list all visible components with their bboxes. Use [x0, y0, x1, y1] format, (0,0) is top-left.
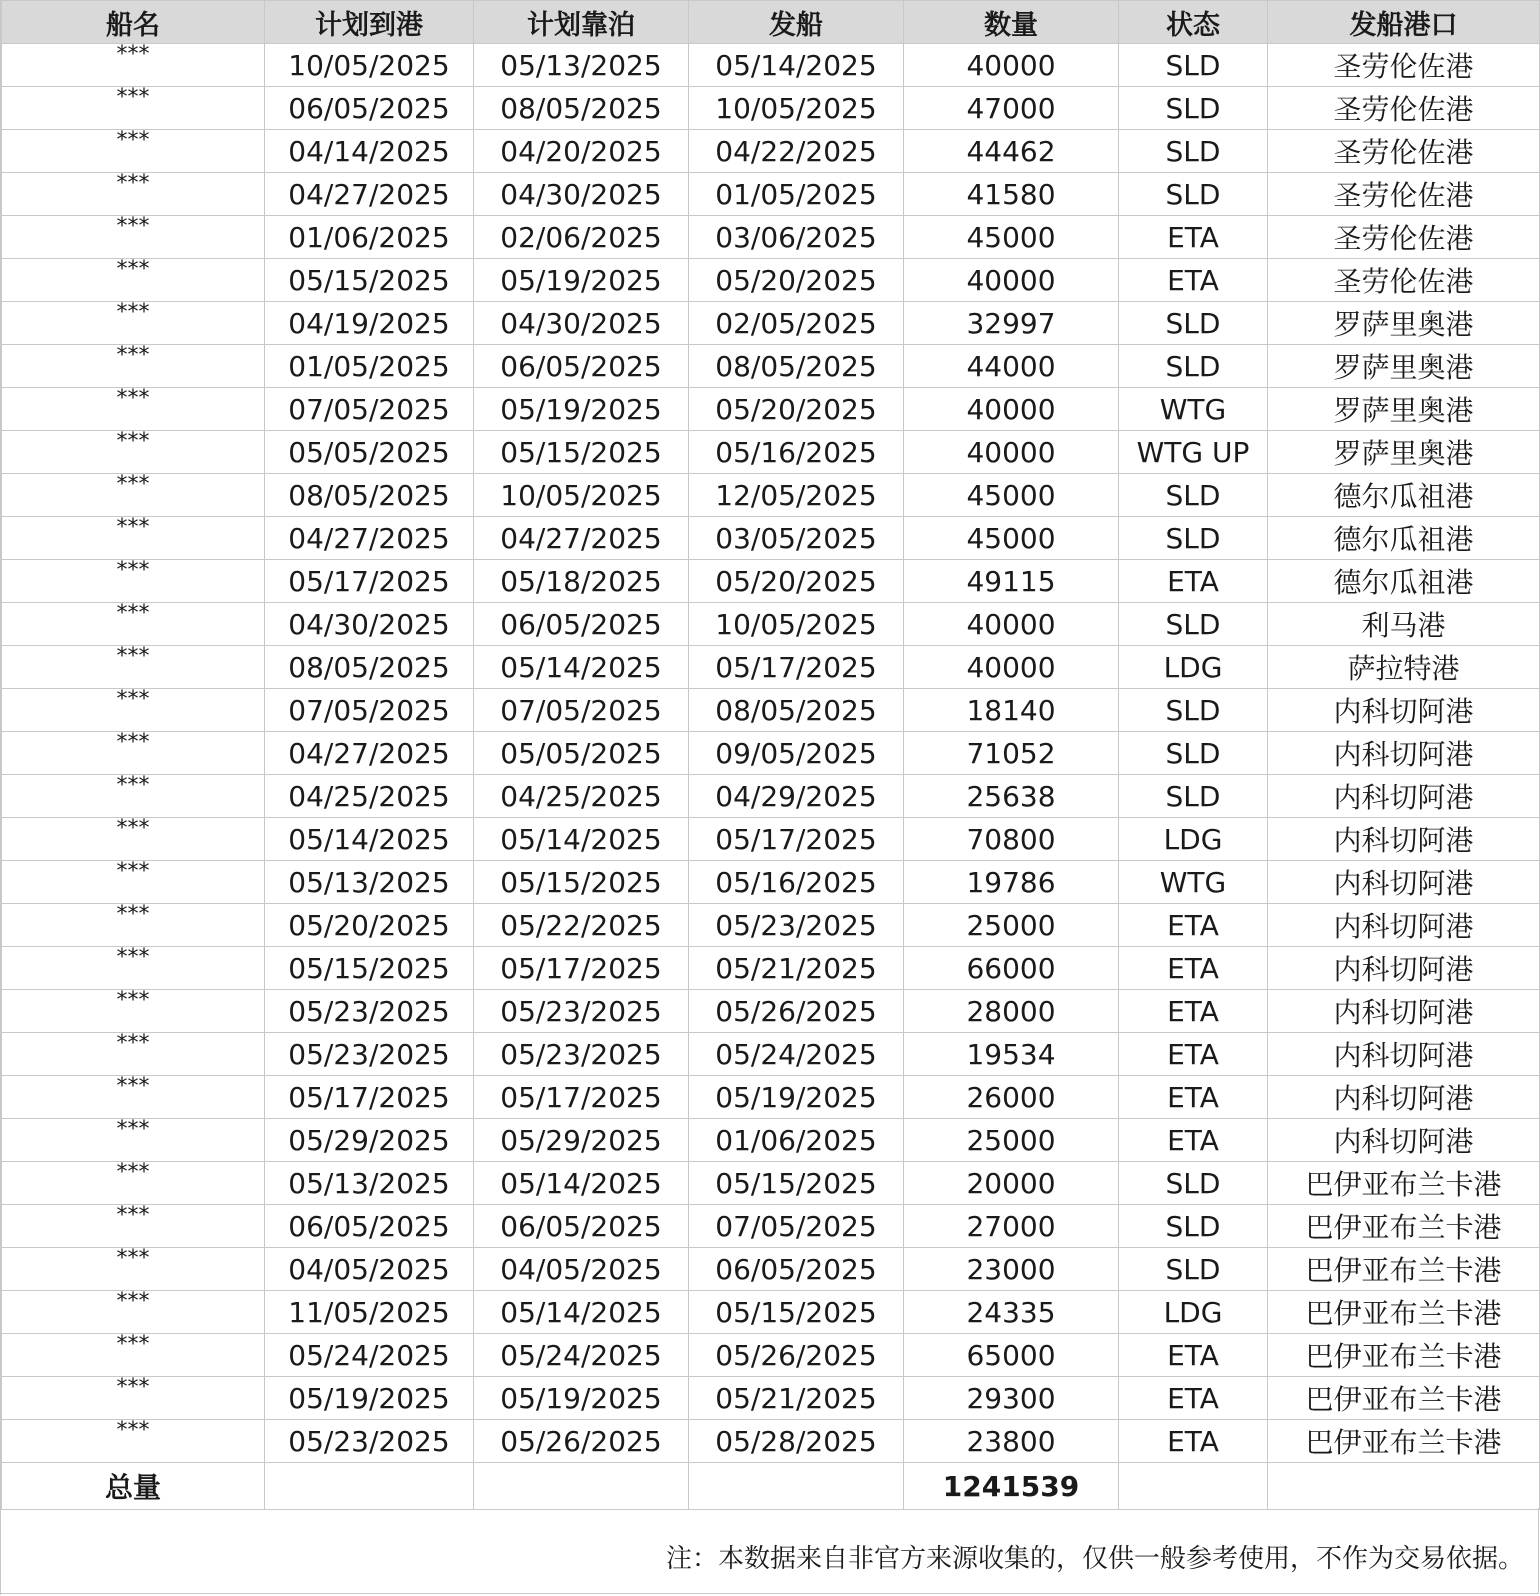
- table-row: [2, 87, 1540, 130]
- quantity-cell: 25000: [904, 1119, 1119, 1162]
- sailing-date-cell: 05/21/2025: [689, 947, 904, 990]
- quantity-cell: 44000: [904, 345, 1119, 388]
- table-row: [2, 1033, 1540, 1076]
- ship-name-cell: ***: [2, 775, 265, 818]
- header-status: 状态: [1119, 1, 1268, 44]
- ship-name-cell: ***: [2, 818, 265, 861]
- quantity-cell: 71052: [904, 732, 1119, 775]
- planned-berthing-cell: 06/05/2025: [474, 603, 689, 646]
- quantity-cell: 23000: [904, 1248, 1119, 1291]
- planned-arrival-cell: 01/05/2025: [265, 345, 474, 388]
- sailing-date-cell: 05/17/2025: [689, 646, 904, 689]
- status-cell: ETA: [1119, 1076, 1268, 1119]
- status-cell: ETA: [1119, 1420, 1268, 1463]
- quantity-cell: 27000: [904, 1205, 1119, 1248]
- departure-port-cell: 内科切阿港: [1268, 904, 1540, 947]
- sailing-date-cell: 05/26/2025: [689, 990, 904, 1033]
- header-sailing: 发船: [689, 1, 904, 44]
- ship-name-cell: ***: [2, 1119, 265, 1162]
- status-cell: SLD: [1119, 474, 1268, 517]
- header-planned-berthing: 计划靠泊: [474, 1, 689, 44]
- table-row: [2, 732, 1540, 775]
- departure-port-cell: 圣劳伦佐港: [1268, 259, 1540, 302]
- quantity-cell: 65000: [904, 1334, 1119, 1377]
- table-row: [2, 173, 1540, 216]
- planned-arrival-cell: 10/05/2025: [265, 44, 474, 87]
- ship-name-cell: ***: [2, 1420, 265, 1463]
- departure-port-cell: 内科切阿港: [1268, 1076, 1540, 1119]
- ship-name-cell: ***: [2, 1377, 265, 1420]
- planned-berthing-cell: 05/18/2025: [474, 560, 689, 603]
- planned-berthing-cell: 05/29/2025: [474, 1119, 689, 1162]
- ship-name-cell: ***: [2, 345, 265, 388]
- total-row: [2, 1463, 1540, 1510]
- departure-port-cell: 内科切阿港: [1268, 1033, 1540, 1076]
- sailing-date-cell: 01/06/2025: [689, 1119, 904, 1162]
- planned-berthing-cell: 05/05/2025: [474, 732, 689, 775]
- status-cell: LDG: [1119, 646, 1268, 689]
- quantity-cell: 19786: [904, 861, 1119, 904]
- sailing-date-cell: 05/15/2025: [689, 1291, 904, 1334]
- departure-port-cell: 巴伊亚布兰卡港: [1268, 1162, 1540, 1205]
- table-row: [2, 259, 1540, 302]
- planned-arrival-cell: 01/06/2025: [265, 216, 474, 259]
- planned-berthing-cell: 04/30/2025: [474, 302, 689, 345]
- planned-arrival-cell: 05/05/2025: [265, 431, 474, 474]
- departure-port-cell: 巴伊亚布兰卡港: [1268, 1377, 1540, 1420]
- planned-arrival-cell: 04/30/2025: [265, 603, 474, 646]
- planned-arrival-cell: 05/20/2025: [265, 904, 474, 947]
- status-cell: SLD: [1119, 775, 1268, 818]
- status-cell: SLD: [1119, 87, 1268, 130]
- planned-arrival-cell: 08/05/2025: [265, 646, 474, 689]
- departure-port-cell: 巴伊亚布兰卡港: [1268, 1291, 1540, 1334]
- total-value: 1241539: [904, 1463, 1119, 1510]
- departure-port-cell: 内科切阿港: [1268, 947, 1540, 990]
- sailing-date-cell: 05/20/2025: [689, 388, 904, 431]
- status-cell: SLD: [1119, 1162, 1268, 1205]
- sailing-date-cell: 08/05/2025: [689, 345, 904, 388]
- table-row: [2, 1119, 1540, 1162]
- header-departure-port: 发船港口: [1268, 1, 1540, 44]
- planned-arrival-cell: 05/15/2025: [265, 947, 474, 990]
- departure-port-cell: 圣劳伦佐港: [1268, 216, 1540, 259]
- header-planned-arrival: 计划到港: [265, 1, 474, 44]
- planned-arrival-cell: 05/24/2025: [265, 1334, 474, 1377]
- sailing-date-cell: 09/05/2025: [689, 732, 904, 775]
- sailing-date-cell: 03/06/2025: [689, 216, 904, 259]
- planned-arrival-cell: 05/17/2025: [265, 1076, 474, 1119]
- sailing-date-cell: 10/05/2025: [689, 603, 904, 646]
- planned-berthing-cell: 10/05/2025: [474, 474, 689, 517]
- sailing-date-cell: 05/15/2025: [689, 1162, 904, 1205]
- table-row: [2, 646, 1540, 689]
- table-row: [2, 689, 1540, 732]
- ship-name-cell: ***: [2, 388, 265, 431]
- status-cell: SLD: [1119, 345, 1268, 388]
- planned-arrival-cell: 05/14/2025: [265, 818, 474, 861]
- table-row: [2, 775, 1540, 818]
- ship-name-cell: ***: [2, 259, 265, 302]
- departure-port-cell: 内科切阿港: [1268, 689, 1540, 732]
- departure-port-cell: 内科切阿港: [1268, 775, 1540, 818]
- table-row: [2, 947, 1540, 990]
- ship-name-cell: ***: [2, 689, 265, 732]
- sailing-date-cell: 03/05/2025: [689, 517, 904, 560]
- ship-name-cell: ***: [2, 990, 265, 1033]
- ship-name-cell: ***: [2, 44, 265, 87]
- sailing-date-cell: 08/05/2025: [689, 689, 904, 732]
- quantity-cell: 40000: [904, 603, 1119, 646]
- quantity-cell: 44462: [904, 130, 1119, 173]
- quantity-cell: 32997: [904, 302, 1119, 345]
- status-cell: ETA: [1119, 1033, 1268, 1076]
- planned-berthing-cell: 04/20/2025: [474, 130, 689, 173]
- total-empty-cell: [689, 1463, 904, 1510]
- departure-port-cell: 罗萨里奥港: [1268, 345, 1540, 388]
- ship-name-cell: ***: [2, 173, 265, 216]
- quantity-cell: 66000: [904, 947, 1119, 990]
- sailing-date-cell: 05/14/2025: [689, 44, 904, 87]
- planned-arrival-cell: 05/13/2025: [265, 861, 474, 904]
- departure-port-cell: 巴伊亚布兰卡港: [1268, 1248, 1540, 1291]
- table-row: [2, 431, 1540, 474]
- total-label: 总量: [2, 1463, 265, 1510]
- table-row: [2, 904, 1540, 947]
- table-row: [2, 1162, 1540, 1205]
- ship-name-cell: ***: [2, 1334, 265, 1377]
- sailing-date-cell: 12/05/2025: [689, 474, 904, 517]
- departure-port-cell: 巴伊亚布兰卡港: [1268, 1334, 1540, 1377]
- ship-name-cell: ***: [2, 1033, 265, 1076]
- departure-port-cell: 内科切阿港: [1268, 990, 1540, 1033]
- planned-berthing-cell: 02/06/2025: [474, 216, 689, 259]
- planned-berthing-cell: 04/30/2025: [474, 173, 689, 216]
- departure-port-cell: 内科切阿港: [1268, 732, 1540, 775]
- table-row: [2, 130, 1540, 173]
- status-cell: ETA: [1119, 216, 1268, 259]
- status-cell: ETA: [1119, 560, 1268, 603]
- planned-berthing-cell: 06/05/2025: [474, 345, 689, 388]
- departure-port-cell: 罗萨里奥港: [1268, 388, 1540, 431]
- departure-port-cell: 萨拉特港: [1268, 646, 1540, 689]
- table-row: [2, 1205, 1540, 1248]
- planned-berthing-cell: 05/15/2025: [474, 431, 689, 474]
- ship-name-cell: ***: [2, 732, 265, 775]
- table-row: [2, 1377, 1540, 1420]
- ship-name-cell: ***: [2, 1248, 265, 1291]
- sailing-date-cell: 05/17/2025: [689, 818, 904, 861]
- planned-arrival-cell: 05/23/2025: [265, 990, 474, 1033]
- planned-arrival-cell: 07/05/2025: [265, 689, 474, 732]
- planned-berthing-cell: 05/23/2025: [474, 1033, 689, 1076]
- departure-port-cell: 德尔瓜祖港: [1268, 560, 1540, 603]
- status-cell: SLD: [1119, 1248, 1268, 1291]
- table-row: [2, 474, 1540, 517]
- total-empty-cell: [1119, 1463, 1268, 1510]
- departure-port-cell: 内科切阿港: [1268, 818, 1540, 861]
- quantity-cell: 45000: [904, 517, 1119, 560]
- total-empty-cell: [265, 1463, 474, 1510]
- planned-berthing-cell: 05/13/2025: [474, 44, 689, 87]
- planned-berthing-cell: 05/24/2025: [474, 1334, 689, 1377]
- quantity-cell: 49115: [904, 560, 1119, 603]
- planned-berthing-cell: 04/27/2025: [474, 517, 689, 560]
- ship-name-cell: ***: [2, 431, 265, 474]
- quantity-cell: 28000: [904, 990, 1119, 1033]
- planned-berthing-cell: 05/17/2025: [474, 1076, 689, 1119]
- departure-port-cell: 罗萨里奥港: [1268, 302, 1540, 345]
- status-cell: SLD: [1119, 173, 1268, 216]
- planned-berthing-cell: 04/05/2025: [474, 1248, 689, 1291]
- status-cell: ETA: [1119, 1119, 1268, 1162]
- table-row: [2, 861, 1540, 904]
- status-cell: ETA: [1119, 990, 1268, 1033]
- planned-arrival-cell: 04/27/2025: [265, 517, 474, 560]
- sailing-date-cell: 05/19/2025: [689, 1076, 904, 1119]
- status-cell: SLD: [1119, 689, 1268, 732]
- sailing-date-cell: 05/16/2025: [689, 431, 904, 474]
- sailing-date-cell: 01/05/2025: [689, 173, 904, 216]
- sailing-date-cell: 05/21/2025: [689, 1377, 904, 1420]
- sailing-date-cell: 05/26/2025: [689, 1334, 904, 1377]
- status-cell: ETA: [1119, 1377, 1268, 1420]
- status-cell: SLD: [1119, 44, 1268, 87]
- planned-arrival-cell: 04/19/2025: [265, 302, 474, 345]
- departure-port-cell: 德尔瓜祖港: [1268, 474, 1540, 517]
- table-row: [2, 1291, 1540, 1334]
- sailing-date-cell: 05/16/2025: [689, 861, 904, 904]
- table-row: [2, 44, 1540, 87]
- planned-berthing-cell: 05/19/2025: [474, 259, 689, 302]
- ship-name-cell: ***: [2, 1291, 265, 1334]
- departure-port-cell: 圣劳伦佐港: [1268, 44, 1540, 87]
- planned-berthing-cell: 06/05/2025: [474, 1205, 689, 1248]
- ship-name-cell: ***: [2, 861, 265, 904]
- departure-port-cell: 内科切阿港: [1268, 1119, 1540, 1162]
- ship-name-cell: ***: [2, 302, 265, 345]
- quantity-cell: 20000: [904, 1162, 1119, 1205]
- planned-berthing-cell: 04/25/2025: [474, 775, 689, 818]
- total-empty-cell: [1268, 1463, 1540, 1510]
- departure-port-cell: 巴伊亚布兰卡港: [1268, 1205, 1540, 1248]
- sailing-date-cell: 05/28/2025: [689, 1420, 904, 1463]
- table-row: [2, 302, 1540, 345]
- ship-name-cell: ***: [2, 603, 265, 646]
- ship-name-cell: ***: [2, 517, 265, 560]
- planned-arrival-cell: 05/23/2025: [265, 1420, 474, 1463]
- table-row: [2, 1248, 1540, 1291]
- disclaimer-text: 注：本数据来自非官方来源收集的，仅供一般参考使用，不作为交易依据。: [665, 1544, 1524, 1574]
- table-row: [2, 517, 1540, 560]
- planned-arrival-cell: 05/19/2025: [265, 1377, 474, 1420]
- header-row: [2, 1, 1540, 44]
- ship-name-cell: ***: [2, 130, 265, 173]
- departure-port-cell: 圣劳伦佐港: [1268, 173, 1540, 216]
- departure-port-cell: 巴伊亚布兰卡港: [1268, 1420, 1540, 1463]
- quantity-cell: 45000: [904, 216, 1119, 259]
- status-cell: ETA: [1119, 259, 1268, 302]
- planned-arrival-cell: 05/13/2025: [265, 1162, 474, 1205]
- ship-name-cell: ***: [2, 474, 265, 517]
- planned-arrival-cell: 08/05/2025: [265, 474, 474, 517]
- planned-berthing-cell: 05/19/2025: [474, 1377, 689, 1420]
- quantity-cell: 40000: [904, 431, 1119, 474]
- planned-arrival-cell: 04/05/2025: [265, 1248, 474, 1291]
- table-row: [2, 388, 1540, 431]
- quantity-cell: 45000: [904, 474, 1119, 517]
- planned-arrival-cell: 06/05/2025: [265, 87, 474, 130]
- table-row: [2, 990, 1540, 1033]
- status-cell: ETA: [1119, 1334, 1268, 1377]
- planned-arrival-cell: 04/27/2025: [265, 732, 474, 775]
- planned-arrival-cell: 05/29/2025: [265, 1119, 474, 1162]
- planned-berthing-cell: 08/05/2025: [474, 87, 689, 130]
- disclaimer-note: [1, 1508, 1539, 1594]
- table-row: [2, 216, 1540, 259]
- planned-berthing-cell: 05/15/2025: [474, 861, 689, 904]
- status-cell: SLD: [1119, 302, 1268, 345]
- quantity-cell: 40000: [904, 388, 1119, 431]
- quantity-cell: 41580: [904, 173, 1119, 216]
- quantity-cell: 40000: [904, 44, 1119, 87]
- quantity-cell: 47000: [904, 87, 1119, 130]
- planned-berthing-cell: 05/22/2025: [474, 904, 689, 947]
- status-cell: LDG: [1119, 818, 1268, 861]
- ship-name-cell: ***: [2, 560, 265, 603]
- planned-berthing-cell: 05/14/2025: [474, 646, 689, 689]
- table-row: [2, 1076, 1540, 1119]
- sailing-date-cell: 04/22/2025: [689, 130, 904, 173]
- table-row: [2, 1334, 1540, 1377]
- departure-port-cell: 利马港: [1268, 603, 1540, 646]
- quantity-cell: 29300: [904, 1377, 1119, 1420]
- sailing-date-cell: 05/23/2025: [689, 904, 904, 947]
- status-cell: SLD: [1119, 1205, 1268, 1248]
- ship-name-cell: ***: [2, 1205, 265, 1248]
- planned-arrival-cell: 05/15/2025: [265, 259, 474, 302]
- planned-berthing-cell: 05/19/2025: [474, 388, 689, 431]
- quantity-cell: 24335: [904, 1291, 1119, 1334]
- departure-port-cell: 德尔瓜祖港: [1268, 517, 1540, 560]
- planned-berthing-cell: 05/14/2025: [474, 1162, 689, 1205]
- departure-port-cell: 圣劳伦佐港: [1268, 87, 1540, 130]
- planned-berthing-cell: 05/14/2025: [474, 818, 689, 861]
- planned-berthing-cell: 05/14/2025: [474, 1291, 689, 1334]
- ship-name-cell: ***: [2, 904, 265, 947]
- quantity-cell: 26000: [904, 1076, 1119, 1119]
- planned-berthing-cell: 05/23/2025: [474, 990, 689, 1033]
- sailing-date-cell: 10/05/2025: [689, 87, 904, 130]
- planned-arrival-cell: 05/23/2025: [265, 1033, 474, 1076]
- table-row: [2, 1420, 1540, 1463]
- status-cell: LDG: [1119, 1291, 1268, 1334]
- sailing-date-cell: 05/20/2025: [689, 560, 904, 603]
- sailing-date-cell: 04/29/2025: [689, 775, 904, 818]
- sailing-date-cell: 07/05/2025: [689, 1205, 904, 1248]
- shipment-table: [1, 0, 1540, 1510]
- header-quantity: 数量: [904, 1, 1119, 44]
- status-cell: SLD: [1119, 517, 1268, 560]
- table-row: [2, 818, 1540, 861]
- quantity-cell: 18140: [904, 689, 1119, 732]
- quantity-cell: 19534: [904, 1033, 1119, 1076]
- table-body: [2, 44, 1540, 1463]
- departure-port-cell: 内科切阿港: [1268, 861, 1540, 904]
- departure-port-cell: 罗萨里奥港: [1268, 431, 1540, 474]
- quantity-cell: 25000: [904, 904, 1119, 947]
- status-cell: SLD: [1119, 732, 1268, 775]
- planned-arrival-cell: 04/27/2025: [265, 173, 474, 216]
- status-cell: SLD: [1119, 130, 1268, 173]
- table-row: [2, 603, 1540, 646]
- header-ship-name: 船名: [2, 1, 265, 44]
- table-row: [2, 560, 1540, 603]
- sailing-date-cell: 05/20/2025: [689, 259, 904, 302]
- planned-arrival-cell: 11/05/2025: [265, 1291, 474, 1334]
- quantity-cell: 25638: [904, 775, 1119, 818]
- ship-name-cell: ***: [2, 1162, 265, 1205]
- status-cell: ETA: [1119, 947, 1268, 990]
- status-cell: ETA: [1119, 904, 1268, 947]
- planned-arrival-cell: 06/05/2025: [265, 1205, 474, 1248]
- planned-berthing-cell: 07/05/2025: [474, 689, 689, 732]
- quantity-cell: 40000: [904, 259, 1119, 302]
- planned-arrival-cell: 07/05/2025: [265, 388, 474, 431]
- total-empty-cell: [474, 1463, 689, 1510]
- sailing-date-cell: 06/05/2025: [689, 1248, 904, 1291]
- status-cell: WTG: [1119, 388, 1268, 431]
- planned-arrival-cell: 04/25/2025: [265, 775, 474, 818]
- planned-berthing-cell: 05/17/2025: [474, 947, 689, 990]
- ship-name-cell: ***: [2, 87, 265, 130]
- status-cell: WTG: [1119, 861, 1268, 904]
- planned-arrival-cell: 04/14/2025: [265, 130, 474, 173]
- planned-berthing-cell: 05/26/2025: [474, 1420, 689, 1463]
- quantity-cell: 40000: [904, 646, 1119, 689]
- sailing-date-cell: 05/24/2025: [689, 1033, 904, 1076]
- planned-arrival-cell: 05/17/2025: [265, 560, 474, 603]
- ship-name-cell: ***: [2, 646, 265, 689]
- ship-name-cell: ***: [2, 947, 265, 990]
- ship-name-cell: ***: [2, 1076, 265, 1119]
- table-row: [2, 345, 1540, 388]
- sailing-date-cell: 02/05/2025: [689, 302, 904, 345]
- status-cell: SLD: [1119, 603, 1268, 646]
- ship-name-cell: ***: [2, 216, 265, 259]
- status-cell: WTG UP: [1119, 431, 1268, 474]
- departure-port-cell: 圣劳伦佐港: [1268, 130, 1540, 173]
- quantity-cell: 70800: [904, 818, 1119, 861]
- quantity-cell: 23800: [904, 1420, 1119, 1463]
